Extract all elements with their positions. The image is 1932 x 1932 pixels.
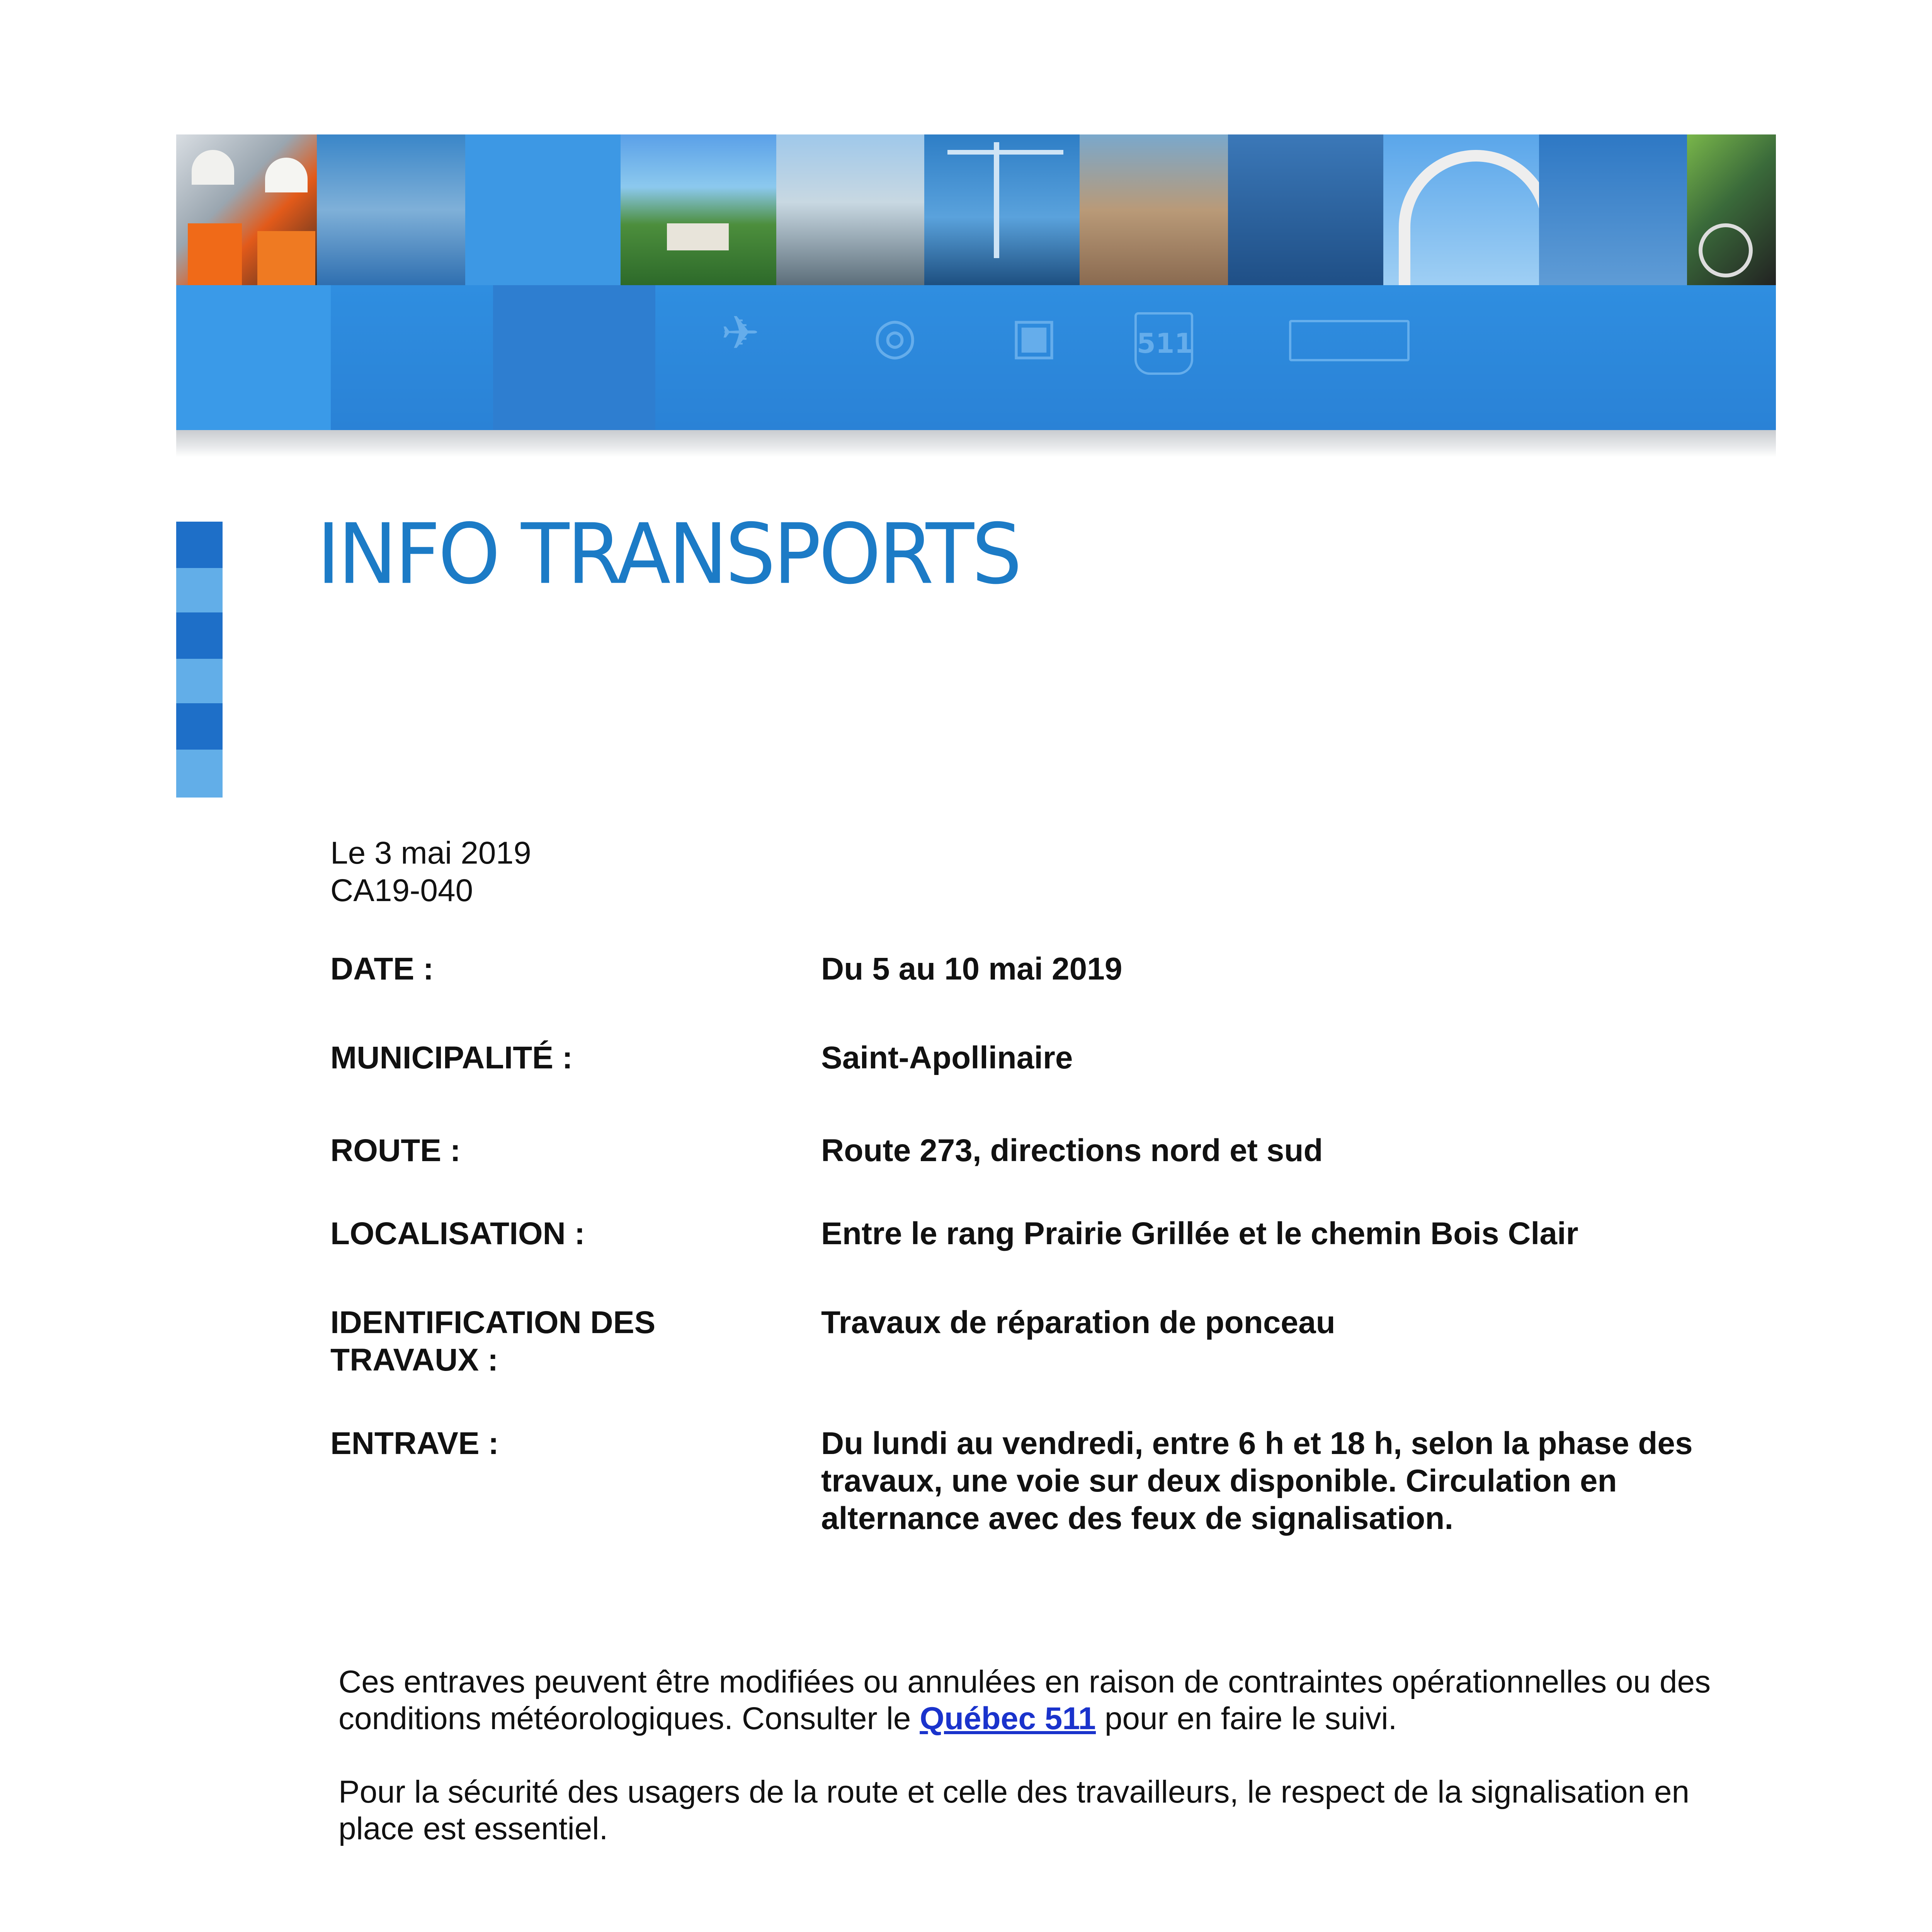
highway-panel-icon: [1289, 320, 1410, 361]
photo-blue-tile-2: [465, 134, 621, 285]
route-511-shield-icon: 511: [1134, 312, 1193, 375]
photo-countryside: [621, 134, 776, 285]
photo-crane: [924, 134, 1080, 285]
photo-workers: [176, 134, 317, 285]
field-label-municipalite: MUNICIPALITÉ :: [330, 1040, 573, 1075]
photo-blue-tile-1: [317, 134, 465, 285]
field-value-entrave-line2: travaux, une voie sur deux disponible. Circulation en: [821, 1463, 1617, 1498]
paragraph-1-line1: Ces entraves peuvent être modifiées ou annulées en raison de contraintes opérationnelles ou des: [338, 1664, 1711, 1699]
circle-sign-icon: ◎: [873, 306, 917, 365]
field-value-identification: Travaux de réparation de ponceau: [821, 1305, 1335, 1340]
header-banner: [176, 134, 1776, 430]
field-value-municipalite: Saint-Apollinaire: [821, 1040, 1073, 1075]
photo-arch-bridge: [1383, 134, 1539, 285]
field-value-entrave-line3: alternance avec des feux de signalisation.: [821, 1501, 1454, 1536]
field-label-entrave: ENTRAVE :: [330, 1426, 499, 1461]
paragraph-1-text-after-link: pour en faire le suivi.: [1096, 1701, 1397, 1736]
photo-city-aerial: [1080, 134, 1228, 285]
photo-bus-bikes: [1687, 134, 1776, 285]
field-label-identification-line1: IDENTIFICATION DES: [330, 1305, 656, 1340]
field-label-date: DATE :: [330, 951, 434, 986]
bird-icon: ✈: [721, 306, 760, 360]
paragraph-2-line2: place est essentiel.: [338, 1811, 608, 1846]
field-label-identification-line2: TRAVAUX :: [330, 1342, 498, 1378]
paragraph-2-line1: Pour la sécurité des usagers de la route et celle des travailleurs, le respect de la signalisation en: [338, 1774, 1690, 1810]
paragraph-1-text-before-link: conditions météorologiques. Consulter le: [338, 1701, 920, 1736]
field-value-localisation: Entre le rang Prairie Grillée et le chemin Bois Clair: [821, 1216, 1578, 1251]
notice-date: Le 3 mai 2019: [330, 835, 531, 871]
field-value-entrave-line1: Du lundi au vendredi, entre 6 h et 18 h, selon la phase des: [821, 1426, 1693, 1461]
notice-reference: CA19-040: [330, 873, 473, 908]
banner-shadow: [176, 430, 1776, 457]
field-label-localisation: LOCALISATION :: [330, 1216, 585, 1251]
page-title: INFO TRANSPORTS: [317, 506, 1020, 603]
photo-highway: [776, 134, 924, 285]
field-label-route: ROUTE :: [330, 1133, 461, 1168]
quebec-511-link[interactable]: Québec 511: [920, 1701, 1096, 1736]
field-value-route: Route 273, directions nord et sud: [821, 1133, 1323, 1168]
paragraph-1-line2: [338, 1700, 1397, 1737]
photo-blue-tile-3: [1539, 134, 1687, 285]
banner-icon-band: [176, 285, 1776, 430]
field-value-date: Du 5 au 10 mai 2019: [821, 951, 1122, 986]
side-stripe: [176, 522, 223, 798]
photo-bridge-dark: [1228, 134, 1384, 285]
square-sign-icon: ▣: [1010, 306, 1058, 365]
banner-photo-strip: [176, 134, 1776, 285]
